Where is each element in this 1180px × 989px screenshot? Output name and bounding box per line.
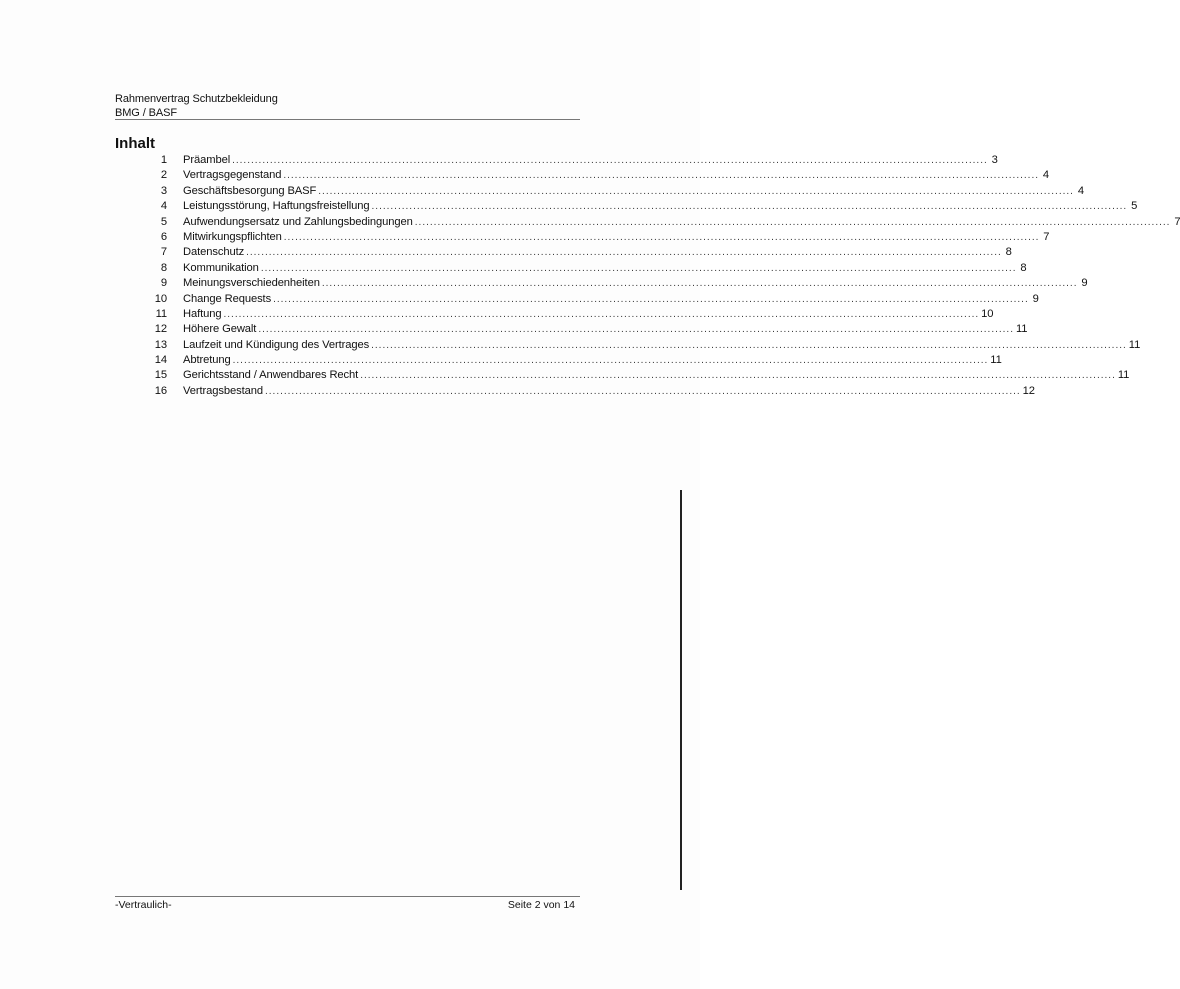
page-number: Seite 2 von 14 (507, 899, 575, 911)
toc-entry-label: Change Requests (183, 292, 272, 305)
toc-entry-number: 8 (160, 261, 167, 274)
page-footer (115, 899, 575, 911)
toc-entry-label: Haftung (183, 307, 222, 320)
toc-entry-label: Aufwendungsersatz und Zahlungsbedingungen (183, 215, 413, 228)
header-divider (115, 119, 580, 120)
toc-entry-number: 5 (160, 215, 167, 228)
toc-entry[interactable] (143, 230, 1050, 245)
toc-entry-page: 11 (1117, 369, 1130, 382)
header-parties: BMG / BASF (115, 107, 177, 119)
toc-entry[interactable] (143, 307, 994, 322)
table-of-contents (143, 153, 1180, 399)
toc-entry-number: 3 (160, 184, 167, 197)
toc-entry-number: 16 (154, 384, 167, 397)
toc-entry-label: Leistungsstörung, Haftungsfreistellung (183, 200, 370, 213)
toc-dot-leader: ........................................................................................................................................................................................................ (371, 201, 1128, 213)
toc-entry-label: Abtretung (183, 354, 231, 367)
toc-dot-leader: ........................................................................................................................................................................................................ (360, 370, 1116, 382)
toc-entry-page: 8 (1020, 261, 1027, 274)
toc-entry-label: Gerichtsstand / Anwendbares Recht (183, 369, 359, 382)
toc-entry-number: 11 (155, 307, 167, 320)
toc-dot-leader: ........................................................................................................................................................................................................ (273, 293, 1029, 305)
toc-entry-label: Mitwirkungspflichten (183, 230, 282, 243)
toc-entry-label: Geschäftsbesorgung BASF (183, 184, 317, 197)
toc-dot-leader: ........................................................................................................................................................................................................ (283, 170, 1040, 182)
confidential-label: -Vertraulich- (115, 899, 172, 911)
toc-dot-leader: ........................................................................................................................................................................................................ (264, 385, 1021, 397)
toc-entry[interactable] (143, 292, 1039, 307)
toc-entry-page: 3 (991, 154, 998, 166)
toc-entry[interactable] (143, 199, 1138, 214)
toc-entry-number: 9 (160, 277, 167, 290)
toc-entry[interactable] (143, 184, 1084, 199)
toc-entry[interactable] (143, 245, 1012, 260)
page-header (115, 92, 580, 120)
toc-entry-page: 7 (1174, 215, 1180, 228)
toc-entry-page: 4 (1077, 184, 1084, 197)
toc-dot-leader: ........................................................................................................................................................................................................ (283, 231, 1040, 243)
toc-entry[interactable] (143, 338, 1141, 353)
toc-entry-label: Meinungsverschiedenheiten (183, 277, 320, 290)
toc-entry-number: 4 (160, 200, 167, 213)
toc-entry[interactable] (143, 261, 1027, 276)
toc-dot-leader: ........................................................................................................................................................................................................ (321, 278, 1078, 290)
toc-entry-page: 12 (1022, 384, 1035, 397)
toc-entry[interactable] (143, 384, 1035, 399)
toc-entry-page: 4 (1042, 169, 1050, 182)
toc-entry-number: 14 (154, 354, 167, 367)
toc-dot-leader: ........................................................................................................................................................................................................ (246, 247, 1002, 259)
toc-entry-page: 5 (1131, 200, 1138, 213)
toc-dot-leader: ........................................................................................................................................................................................................ (414, 216, 1171, 228)
toc-entry[interactable] (143, 353, 1002, 368)
toc-entry-number: 13 (154, 338, 167, 351)
toc-entry-number: 1 (160, 154, 167, 166)
toc-entry[interactable] (143, 368, 1130, 383)
toc-entry-page: 9 (1032, 292, 1039, 305)
toc-entry-page: 11 (1016, 323, 1028, 336)
toc-entry-page: 9 (1081, 277, 1088, 290)
toc-dot-leader: ........................................................................................................................................................................................................ (318, 185, 1074, 197)
toc-entry-page: 10 (981, 307, 994, 320)
toc-dot-leader: ........................................................................................................................................................................................................ (260, 262, 1017, 274)
toc-entry[interactable] (143, 276, 1088, 291)
toc-entry-label: Datenschutz (183, 246, 245, 259)
toc-entry-number: 6 (160, 230, 167, 243)
toc-entry-label: Laufzeit und Kündigung des Vertrages (183, 338, 370, 351)
toc-entry-label: Präambel (183, 154, 231, 166)
toc-entry-label: Höhere Gewalt (183, 323, 257, 336)
toc-entry[interactable] (143, 215, 1180, 230)
header-title: Rahmenvertrag Schutzbekleidung (115, 93, 278, 105)
toc-dot-leader: ........................................................................................................................................................................................................ (232, 355, 989, 367)
toc-entry-page: 8 (1005, 246, 1012, 259)
toc-entry[interactable] (143, 153, 998, 168)
toc-entry-number: 15 (154, 369, 167, 382)
toc-entry-page: 11 (1128, 338, 1141, 351)
footer-divider (115, 896, 580, 897)
toc-entry-page: 11 (990, 354, 1002, 367)
toc-entry-number: 10 (154, 292, 167, 305)
toc-entry-label: Vertragsgegenstand (183, 169, 282, 182)
toc-entry-number: 2 (160, 169, 167, 182)
toc-title: Inhalt (115, 135, 155, 152)
toc-dot-leader: ........................................................................................................................................................................................................ (371, 339, 1127, 351)
toc-entry[interactable] (143, 168, 1050, 183)
toc-dot-leader: ........................................................................................................................................................................................................ (258, 324, 1014, 336)
toc-dot-leader: ........................................................................................................................................................................................................ (232, 155, 988, 166)
toc-entry-page: 7 (1043, 230, 1050, 243)
toc-entry-number: 12 (154, 323, 167, 336)
toc-entry-number: 7 (160, 246, 167, 259)
toc-entry[interactable] (143, 322, 1028, 337)
toc-entry-label: Kommunikation (183, 261, 259, 274)
toc-dot-leader: ........................................................................................................................................................................................................ (223, 308, 980, 320)
scan-edge-mark (680, 490, 682, 890)
toc-entry-label: Vertragsbestand (183, 384, 263, 397)
